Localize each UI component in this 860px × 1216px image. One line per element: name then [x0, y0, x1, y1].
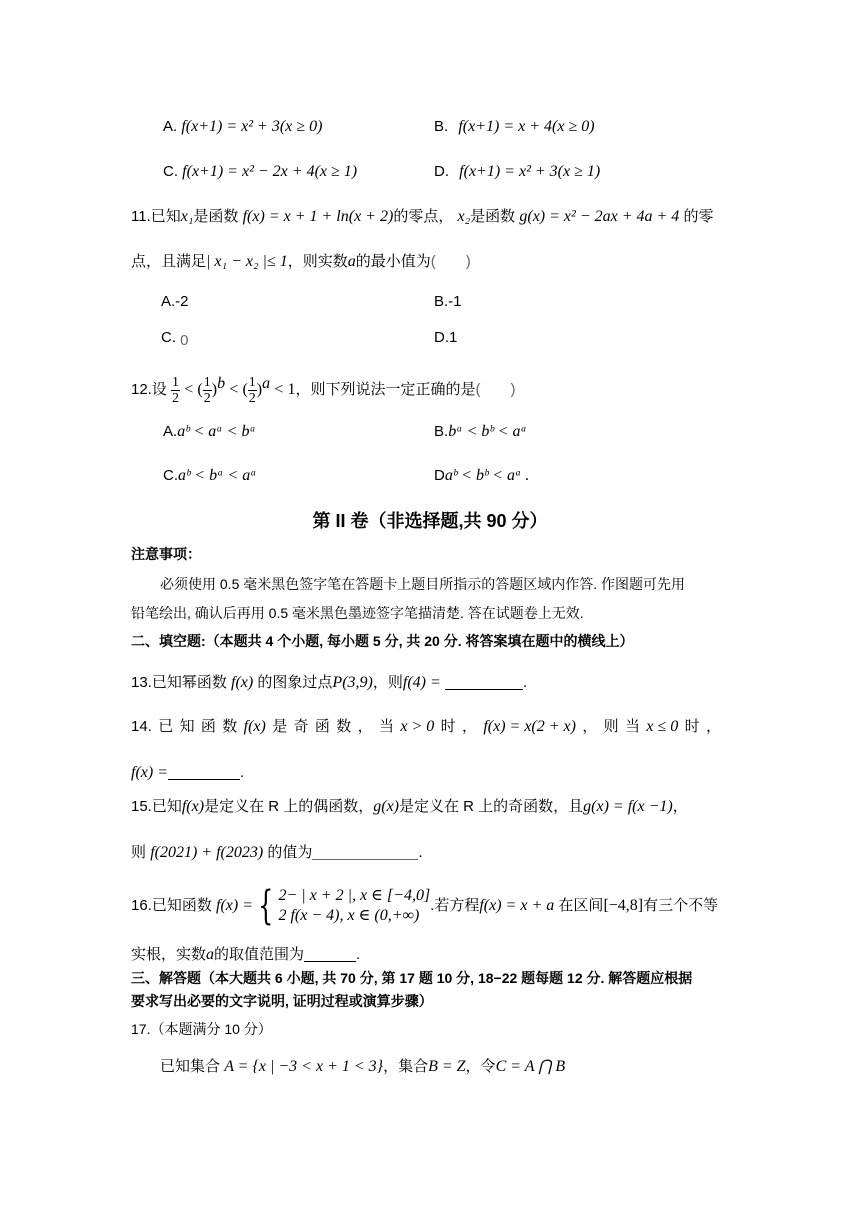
q17-stem	[160, 1056, 565, 1078]
q15-line-1	[131, 796, 688, 818]
math-expr: f(x)	[181, 798, 205, 815]
q11-option-d: D.1	[434, 329, 458, 346]
math-expr: f(4) =	[402, 674, 441, 691]
q12-option-b	[434, 421, 527, 443]
option-expression: f(x+1) = x² − 2x + 4(x ≥ 1)	[182, 163, 358, 180]
numerator: 1	[203, 374, 211, 390]
option-expression: aᵇ < bᵇ < aᵃ .	[444, 467, 530, 484]
exponent: a	[262, 375, 271, 392]
left-brace: {	[258, 883, 274, 930]
text: ，	[672, 798, 688, 815]
text: 数	[336, 718, 352, 735]
option-label: A.	[163, 118, 178, 135]
answer-blank[interactable]	[445, 673, 523, 690]
text: 知	[179, 718, 195, 735]
notice-line-1: 必须使用 0.5 毫米黑色签字笔在答题卡上题目所指示的答题区域内作答. 作图题可先用	[160, 576, 686, 592]
text: 15.已知	[131, 798, 182, 815]
section-title: 第 II 卷（非选择题,共 90 分）	[312, 511, 548, 531]
text: 14.	[131, 718, 152, 735]
math-expr: x ≤ 0	[646, 718, 679, 735]
piecewise-cases	[278, 886, 430, 926]
text: .	[522, 674, 528, 691]
text: 12.设	[131, 381, 167, 398]
numerator: 1	[248, 374, 256, 390]
text: 是	[272, 718, 288, 735]
text: 已知集合	[160, 1058, 221, 1075]
q14-line-2	[131, 762, 244, 784]
q11-option-c	[161, 327, 189, 352]
q11-line-2	[131, 251, 471, 273]
q10-option-d	[434, 161, 600, 183]
math-var: x₂	[457, 208, 471, 225]
part3-heading-line-2: 要求写出必要的文字说明, 证明过程或演算步骤）	[131, 993, 433, 1009]
text: 是函数	[470, 208, 516, 225]
option-label: C.	[161, 329, 176, 346]
exponent: b	[217, 375, 226, 392]
text: 有三个不等	[643, 897, 719, 914]
text: 的值为	[267, 844, 313, 861]
text: 13.已知幂函数	[131, 674, 227, 691]
notice-line-2: 铅笔绘出, 确认后再用 0.5 毫米黑色墨迹签字笔描清楚. 答在试题卷上无效.	[131, 605, 584, 621]
text: 的最小值为	[355, 253, 431, 270]
text: .	[356, 946, 361, 963]
q11-line-1	[131, 206, 714, 228]
math-expr: x > 0	[400, 718, 435, 735]
option-label: D	[434, 467, 445, 484]
text: 则	[603, 718, 619, 735]
math-expr: f(2021) + f(2023)	[150, 844, 264, 861]
option-label: A.	[163, 423, 178, 440]
part2-heading: 二、填空题:（本题共 4 个小题, 每小题 5 分, 共 20 分. 将答案填在题中的横线上）	[131, 633, 634, 649]
q10-option-c	[163, 161, 357, 183]
answer-blank[interactable]	[304, 945, 356, 962]
answer-blank[interactable]	[312, 843, 418, 860]
text: 的零	[683, 208, 714, 225]
denominator: 2	[248, 390, 256, 406]
math-expr: f(x)	[243, 718, 266, 735]
option-expression: f(x+1) = x + 4(x ≥ 0)	[458, 118, 595, 135]
math-var: x₁	[180, 208, 194, 225]
q12-option-c	[163, 465, 257, 487]
text: ，集合	[383, 1058, 429, 1075]
text: 当	[378, 718, 394, 735]
text: 函	[200, 718, 216, 735]
answer-parenthesis: ( )	[475, 381, 516, 398]
q11-option-a: A.-2	[161, 293, 189, 310]
text: 的取值范围为	[214, 946, 305, 963]
q13	[131, 672, 527, 694]
notice-heading: 注意事项：	[131, 546, 201, 562]
math-expr: f(x) = x(2 + x)	[483, 718, 576, 735]
text: ，则	[372, 674, 403, 691]
q10-option-a	[163, 116, 322, 138]
case-1: 2− | x + 2 |, x ∈ [−4,0]	[278, 887, 431, 905]
text: 11.已知	[131, 208, 181, 225]
math-op: <	[274, 381, 284, 398]
text: 当	[625, 718, 641, 735]
denominator: 2	[203, 390, 211, 406]
math-var: a	[347, 253, 356, 270]
math-expr: A = {x | −3 < x + 1 < 3}	[224, 1058, 384, 1075]
math-op: <	[184, 381, 194, 398]
text: ，则下列说法一定正确的是	[295, 381, 476, 398]
math-expr: g(x) = f(x −1)	[583, 798, 673, 815]
option-expression: f(x+1) = x² + 3(x ≥ 0)	[181, 118, 323, 135]
option-label: B.	[434, 423, 449, 440]
text: 是定义在 R 上的偶函数，	[204, 798, 374, 815]
text: ，	[582, 718, 598, 735]
text: 则	[131, 844, 147, 861]
text: ，	[461, 718, 477, 735]
math-expr: C = A ⋂ B	[495, 1058, 566, 1075]
math-var: a	[206, 946, 215, 963]
math-expr: P(3,9)	[332, 674, 373, 691]
math-op: <	[229, 381, 239, 398]
math-expr: g(x) = x² − 2ax + 4a + 4	[519, 208, 680, 225]
option-expression: aᵇ < aᵃ < bᵃ	[177, 423, 256, 440]
option-label: C.	[163, 163, 178, 180]
option-label: B.	[434, 118, 449, 135]
q12-option-d	[434, 465, 529, 487]
text: .若方程	[430, 897, 480, 914]
option-expression: f(x+1) = x² + 3(x ≥ 1)	[459, 163, 601, 180]
text: 的零点，	[393, 208, 454, 225]
q12-stem: 12.设 $\frac{1}{2}$ < ( $\frac{1}{2}$ )$^b$ < ( $\frac{1}{2}$ )$^a$ < 1，则下列说法一定正确的是( )	[131, 374, 516, 406]
math-expr: f(x) = x + a	[479, 897, 555, 914]
text: 在区间	[558, 897, 604, 914]
text: 时	[684, 718, 700, 735]
text: ，	[705, 718, 721, 735]
answer-blank[interactable]	[168, 763, 240, 780]
math-num: 1	[287, 381, 296, 398]
numerator: 1	[172, 374, 180, 390]
denominator: 2	[172, 390, 180, 406]
fraction-half	[171, 375, 180, 406]
text: 16.已知函数	[131, 897, 212, 914]
q15-line-2	[131, 842, 423, 864]
fraction-half	[203, 375, 212, 406]
text: .	[240, 764, 245, 781]
math-expr: f(x) =	[131, 764, 168, 781]
case-2: 2 f(x − 4), x ∈ (0,+∞)	[278, 907, 420, 925]
text: 函	[314, 718, 330, 735]
option-label: D.	[434, 163, 449, 180]
q17-heading: 17.（本题满分 10 分）	[131, 1021, 272, 1037]
text: .	[418, 844, 423, 861]
math-expr: g(x)	[373, 798, 399, 815]
text: 是定义在 R 上的奇函数，且	[399, 798, 584, 815]
math-expr: f(x) = x + 1 + ln(x + 2)	[242, 208, 394, 225]
fraction-half	[248, 375, 257, 406]
text: 的图象过点	[257, 674, 333, 691]
option-label: C.	[163, 467, 178, 484]
text: 奇	[293, 718, 309, 735]
math-expr: f(x)	[231, 674, 254, 691]
text: 是函数	[193, 208, 239, 225]
option-expression: aᵇ < bᵃ < aᵃ	[178, 467, 257, 484]
answer-parenthesis: ( )	[430, 253, 471, 270]
text: 实根，实数	[131, 946, 207, 963]
text: ，则实数	[287, 253, 348, 270]
math-expr: B = Z	[428, 1058, 466, 1075]
q14-line-1	[131, 716, 721, 738]
text: ，	[357, 718, 373, 735]
q12-option-a	[163, 421, 256, 443]
option-value: 0	[180, 332, 189, 349]
q16-line-1	[131, 882, 718, 930]
math-expr: | x₁ − x₂ |≤ 1	[206, 253, 288, 270]
q10-option-b	[434, 116, 595, 138]
math-expr: [−4,8]	[603, 897, 644, 914]
q11-option-b: B.-1	[434, 293, 462, 310]
text: 已	[158, 718, 174, 735]
part3-heading-line-1: 三、解答题（本大题共 6 小题, 共 70 分, 第 17 题 10 分, 18−22 题每题 12 分. 解答题应根据	[131, 970, 693, 986]
q16-line-2	[131, 944, 360, 966]
text: 点，且满足	[131, 253, 207, 270]
text: 数	[222, 718, 238, 735]
text: ，令	[465, 1058, 496, 1075]
math-expr: f(x) =	[216, 897, 254, 914]
text: 时	[440, 718, 456, 735]
option-expression: bᵃ < bᵇ < aᵃ	[448, 423, 527, 440]
